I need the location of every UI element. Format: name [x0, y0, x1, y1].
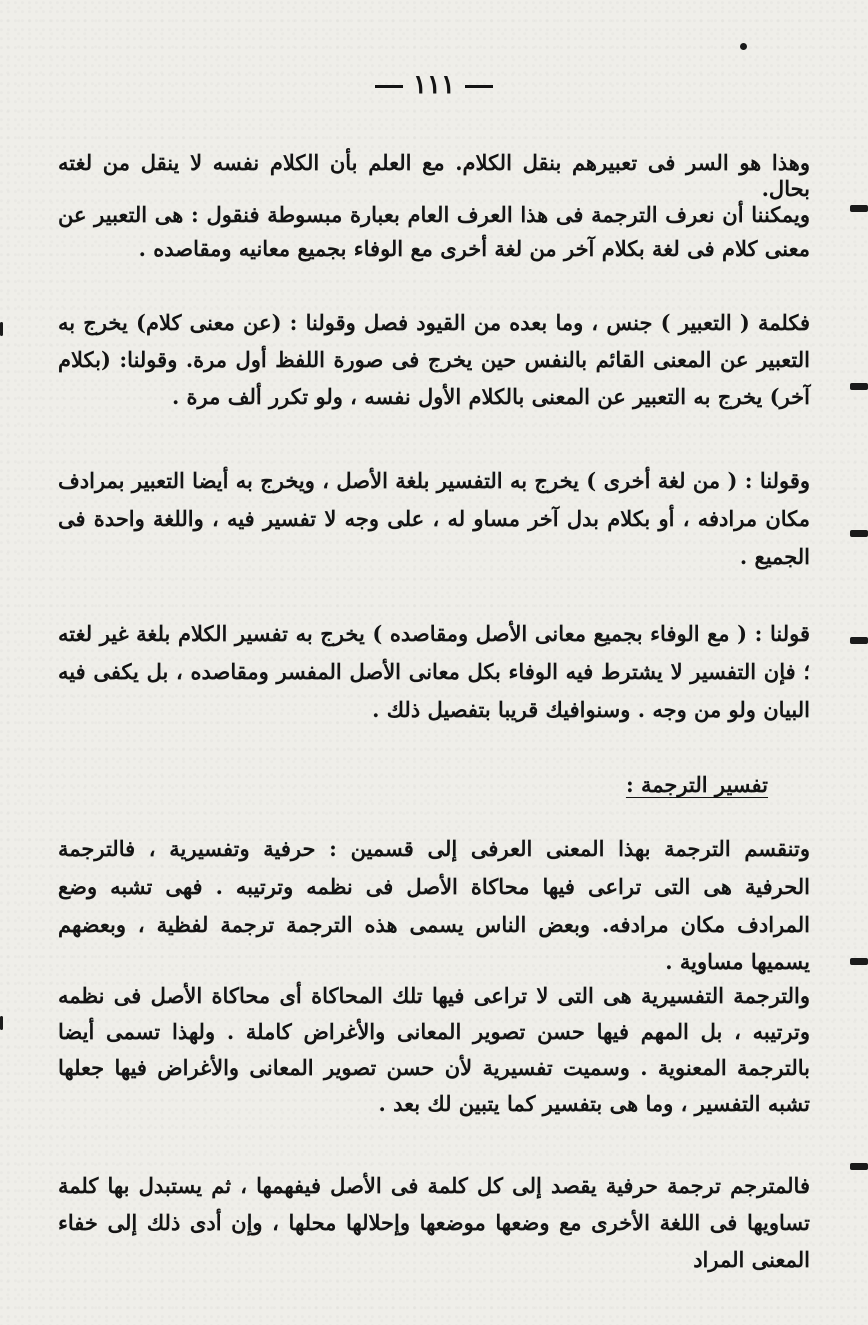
scan-edge-mark: [0, 322, 3, 336]
scan-edge-mark: [850, 958, 868, 965]
scan-edge-mark: [850, 637, 868, 644]
page-number-dash-right: [465, 85, 493, 88]
section-heading: [626, 772, 768, 797]
scan-edge-mark: [850, 205, 868, 212]
paragraph-3: [58, 305, 810, 415]
section-paragraph-2-text: والترجمة التفسيرية هى التى لا تراعى فيها تلك المحاكاة أى محاكاة الأصل فى نظمه وترتيبه ، بل المهم فيها حسن تصوير المعانى والأغراض كاملة . ولهذا تسمى أيضا بالترجمة المعنوية . وسميت تفسيرية لأن حسن تصوير المعانى والأغراض فيها جعلها تشبه التفسير ، وما هى بتفسير كما يتبين لك بعد .: [58, 983, 810, 1117]
section-paragraph-1-text: وتنقسم الترجمة بهذا المعنى العرفى إلى قسمين : حرفية وتفسيرية ، فالترجمة الحرفية هى التى تراعى فيها محاكاة الأصل فى نظمه وترتيبه . فهى تشبه وضع المرادف مكان مرادفه. وبعض الناس يسمى هذه الترجمة ترجمة لفظية ، وبعضهم يسميها مساوية .: [58, 836, 810, 975]
section-paragraph-3-text: فالمترجم ترجمة حرفية يقصد إلى كل كلمة فى الأصل فيفهمها ، ثم يستبدل بها كلمة تساويها فى اللغة الأخرى مع وضعها موضعها وإحلالها محلها ، وإن أدى ذلك إلى خفاء المعنى المراد: [58, 1173, 810, 1272]
paragraph-2: [58, 198, 810, 265]
scan-edge-mark: [0, 1016, 3, 1030]
scan-edge-mark: [850, 530, 868, 537]
section-paragraph-2: [58, 978, 810, 1122]
paragraph-5-text: قولنا : ( مع الوفاء بجميع معانى الأصل ومقاصده ) يخرج به تفسير الكلام بلغة غير لغته ؛ فإن التفسير لا يشترط فيه الوفاء بكل معانى الأصل المفسر ومقاصده ، بل يكفى فيه البيان ولو من وجه . وسنوافيك قريبا بتفصيل ذلك .: [58, 621, 810, 722]
section-paragraph-1: [58, 830, 810, 981]
ink-speck: [740, 43, 747, 50]
page-number-text: ١١١: [413, 70, 455, 100]
paragraph-4: [58, 462, 810, 575]
scan-edge-mark: [850, 1163, 868, 1170]
section-heading-text: تفسير الترجمة :: [625, 772, 768, 797]
scan-edge-mark: [850, 383, 868, 390]
paragraph-1-text: وهذا هو السر فى تعبيرهم بنقل الكلام. مع العلم بأن الكلام نفسه لا ينقل من لغته بحال.: [58, 150, 810, 202]
page-number-dash-left: [375, 85, 403, 88]
page-number: [0, 70, 868, 100]
paragraph-1: [58, 150, 810, 203]
paragraph-5: [58, 615, 810, 728]
paragraph-2-text: ويمكننا أن نعرف الترجمة فى هذا العرف العام بعبارة مبسوطة فنقول : هى التعبير عن معنى كلام فى لغة بكلام آخر من لغة أخرى مع الوفاء بجميع معانيه ومقاصده .: [58, 202, 811, 261]
section-paragraph-3: [58, 1168, 810, 1278]
paragraph-3-text: فكلمة ( التعبير ) جنس ، وما بعده من القيود فصل وقولنا : (عن معنى كلام) يخرج به التعبير عن المعنى القائم بالنفس حين يخرج فى صورة اللفظ أول مرة. وقولنا: (بكلام آخر) يخرج به التعبير عن المعنى بالكلام الأول نفسه ، ولو تكرر ألف مرة .: [58, 310, 810, 409]
paragraph-4-text: وقولنا : ( من لغة أخرى ) يخرج به التفسير بلغة الأصل ، ويخرج به أيضا التعبير بمرادف مكان مرادفه ، أو بكلام بدل آخر مساو له ، على وجه لا تفسير فيه ، واللغة واحدة فى الجميع .: [58, 468, 810, 569]
